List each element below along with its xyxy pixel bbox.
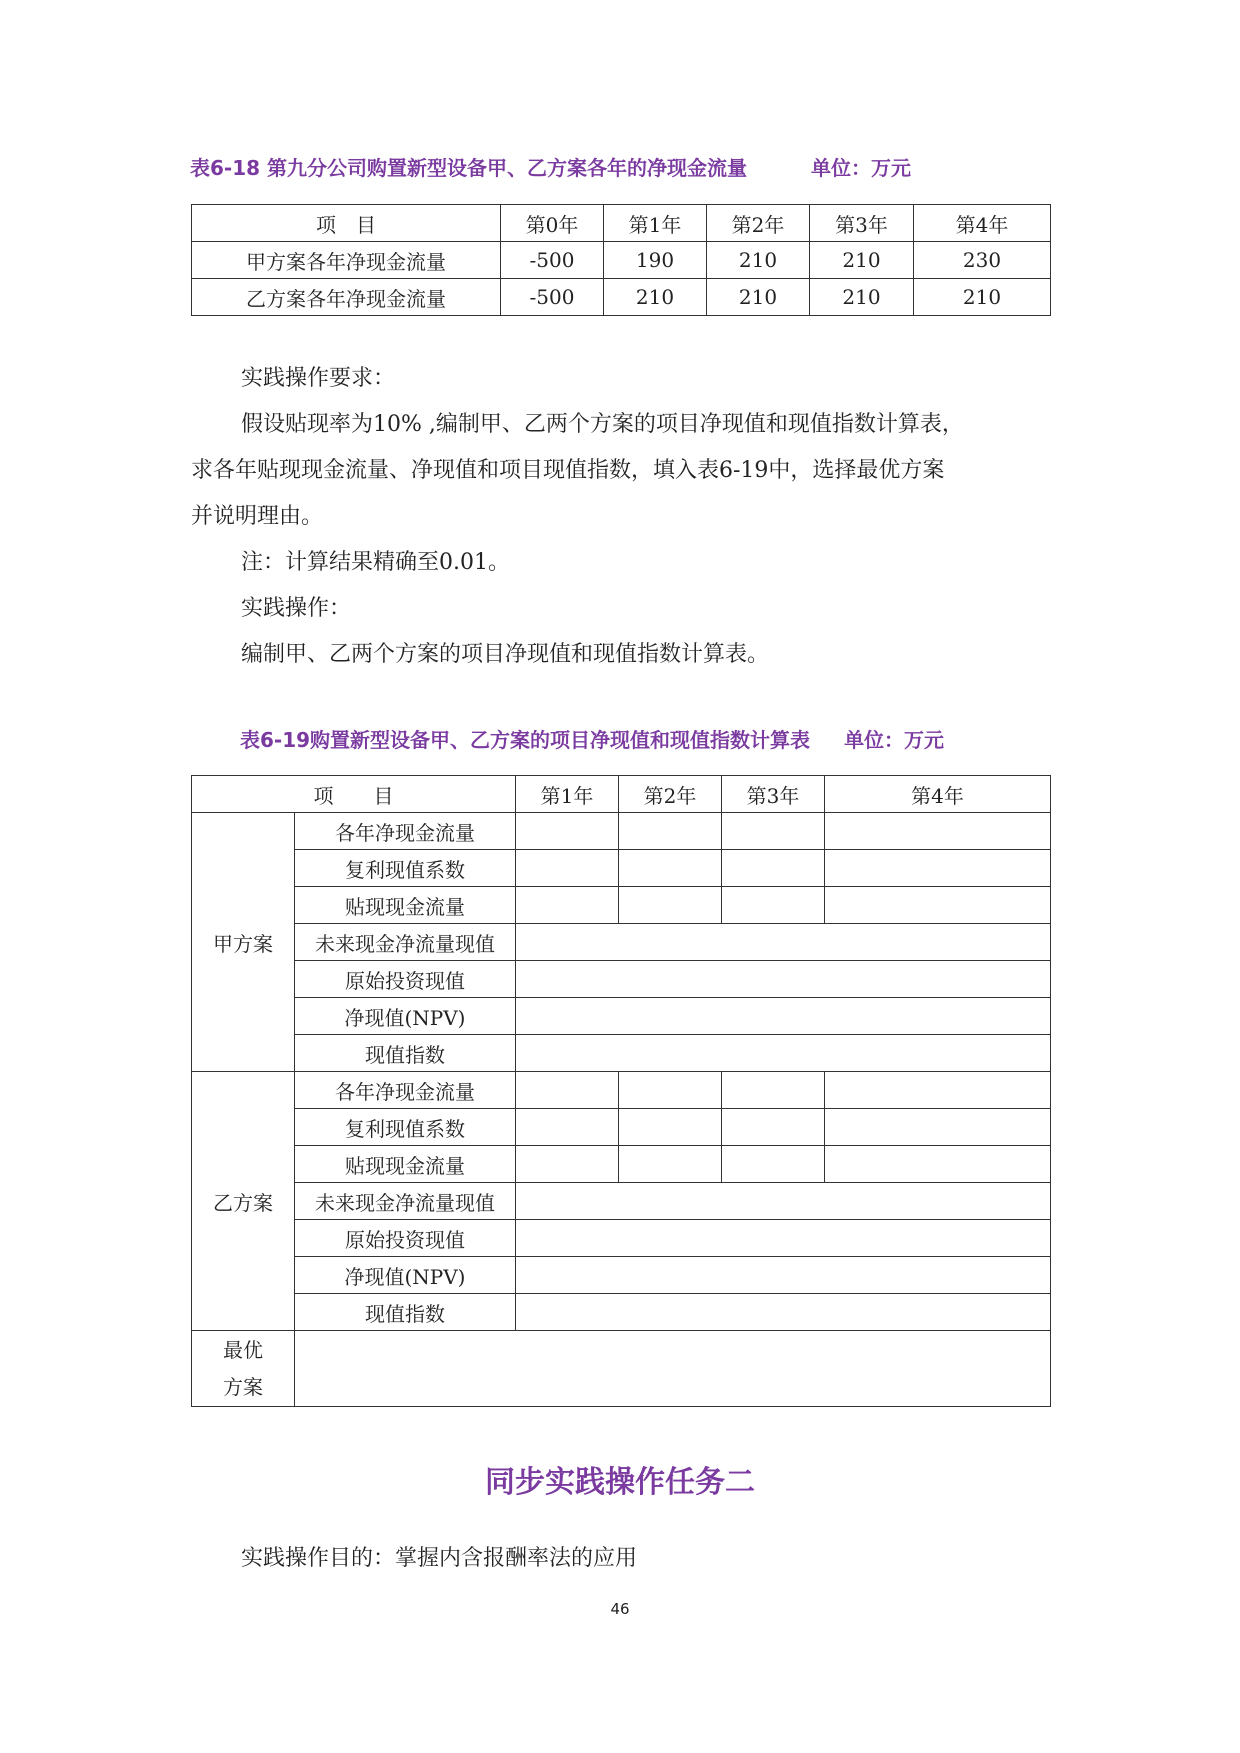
table-6-19-unit: 单位：万元 — [844, 728, 945, 752]
empty-cell — [516, 924, 1051, 961]
table-6-19-caption — [240, 724, 1040, 753]
header-item: 项 目 — [192, 776, 516, 813]
header-year-2: 第2年 — [707, 205, 810, 242]
practice-purpose: 实践操作目的：掌握内含报酬率法的应用 — [241, 1546, 638, 1571]
empty-cell — [516, 850, 619, 887]
cell-value: 230 — [914, 242, 1051, 279]
table-6-19 — [191, 775, 1051, 1407]
cell-value: 210 — [604, 279, 707, 316]
row-label: 贴现现金流量 — [295, 1146, 516, 1183]
empty-cell — [295, 1331, 1051, 1407]
table-row — [192, 1146, 1051, 1183]
requirements-heading: 实践操作要求： — [241, 366, 396, 391]
table-row — [192, 1257, 1051, 1294]
header-item: 项 目 — [192, 205, 501, 242]
best-plan-row — [192, 1331, 1051, 1407]
cell-value: 210 — [707, 242, 810, 279]
operation-heading: 实践操作： — [241, 596, 352, 621]
table-6-18 — [191, 204, 1051, 316]
empty-cell — [825, 850, 1051, 887]
empty-cell — [619, 1109, 722, 1146]
table-row — [192, 924, 1051, 961]
empty-cell — [722, 850, 825, 887]
row-label: 乙方案各年净现金流量 — [192, 279, 501, 316]
header-year-3: 第3年 — [810, 205, 914, 242]
empty-cell — [619, 887, 722, 924]
row-label: 贴现现金流量 — [295, 887, 516, 924]
section-2-body — [191, 1536, 1051, 1582]
row-label: 未来现金净流量现值 — [295, 1183, 516, 1220]
table-6-18-unit: 单位：万元 — [811, 156, 912, 180]
header-year-3: 第3年 — [722, 776, 825, 813]
empty-cell — [619, 1072, 722, 1109]
empty-cell — [516, 1294, 1051, 1331]
empty-cell — [722, 1146, 825, 1183]
empty-cell — [516, 1035, 1051, 1072]
table-row — [192, 1183, 1051, 1220]
precision-note: 注：计算结果精确至0.01。 — [241, 550, 510, 575]
empty-cell — [619, 850, 722, 887]
table-row — [192, 850, 1051, 887]
requirements-line-3: 并说明理由。 — [191, 504, 324, 529]
row-label: 净现值(NPV) — [295, 1257, 516, 1294]
table-row — [192, 998, 1051, 1035]
empty-cell — [722, 813, 825, 850]
practice-requirements — [191, 356, 1051, 678]
empty-cell — [825, 1109, 1051, 1146]
row-label: 原始投资现值 — [295, 1220, 516, 1257]
table-row — [192, 1035, 1051, 1072]
table-row — [192, 242, 1051, 279]
empty-cell — [825, 887, 1051, 924]
row-label: 各年净现金流量 — [295, 813, 516, 850]
empty-cell — [825, 1072, 1051, 1109]
empty-cell — [516, 1183, 1051, 1220]
best-plan-label — [192, 1331, 295, 1407]
header-year-0: 第0年 — [501, 205, 604, 242]
empty-cell — [722, 1109, 825, 1146]
empty-cell — [722, 887, 825, 924]
table-row — [192, 887, 1051, 924]
empty-cell — [516, 961, 1051, 998]
empty-cell — [516, 887, 619, 924]
requirements-line-1: 假设贴现率为10% ,编制甲、乙两个方案的项目净现值和现值指数计算表， — [241, 412, 964, 437]
empty-cell — [516, 1146, 619, 1183]
best-plan-label-line-1: 最优 — [223, 1337, 263, 1362]
row-label: 复利现值系数 — [295, 1109, 516, 1146]
row-label: 各年净现金流量 — [295, 1072, 516, 1109]
empty-cell — [516, 998, 1051, 1035]
table-row — [192, 961, 1051, 998]
empty-cell — [516, 1220, 1051, 1257]
table-6-18-title: 表6-18 第九分公司购置新型设备甲、乙方案各年的净现金流量 — [190, 156, 748, 180]
row-label: 现值指数 — [295, 1294, 516, 1331]
table-header-row — [192, 205, 1051, 242]
header-year-1: 第1年 — [604, 205, 707, 242]
section-title: 同步实践操作任务二 — [485, 1465, 755, 1500]
row-label: 未来现金净流量现值 — [295, 924, 516, 961]
best-plan-label-line-2: 方案 — [223, 1374, 263, 1399]
row-label: 原始投资现值 — [295, 961, 516, 998]
empty-cell — [722, 1072, 825, 1109]
cell-value: 210 — [707, 279, 810, 316]
header-year-2: 第2年 — [619, 776, 722, 813]
empty-cell — [516, 1257, 1051, 1294]
empty-cell — [516, 1072, 619, 1109]
table-row — [192, 1220, 1051, 1257]
cell-value: 210 — [810, 279, 914, 316]
empty-cell — [619, 813, 722, 850]
plan-b-label: 乙方案 — [192, 1072, 295, 1331]
header-year-4: 第4年 — [825, 776, 1051, 813]
empty-cell — [825, 813, 1051, 850]
row-label: 现值指数 — [295, 1035, 516, 1072]
cell-value: 210 — [810, 242, 914, 279]
operation-text: 编制甲、乙两个方案的项目净现值和现值指数计算表。 — [241, 642, 770, 667]
empty-cell — [516, 813, 619, 850]
header-year-4: 第4年 — [914, 205, 1051, 242]
table-row — [192, 1294, 1051, 1331]
empty-cell — [516, 1109, 619, 1146]
cell-value: -500 — [501, 279, 604, 316]
row-label: 复利现值系数 — [295, 850, 516, 887]
table-6-18-caption — [190, 152, 1050, 181]
table-6-19-title: 表6-19购置新型设备甲、乙方案的项目净现值和现值指数计算表 — [240, 728, 811, 752]
table-row — [192, 813, 1051, 850]
cell-value: 210 — [914, 279, 1051, 316]
table-row — [192, 279, 1051, 316]
header-year-1: 第1年 — [516, 776, 619, 813]
page-number: 46 — [610, 1600, 630, 1618]
table-row — [192, 1072, 1051, 1109]
plan-a-label: 甲方案 — [192, 813, 295, 1072]
row-label: 甲方案各年净现金流量 — [192, 242, 501, 279]
empty-cell — [825, 1146, 1051, 1183]
requirements-line-2: 求各年贴现现金流量、净现值和项目现值指数，填入表6-19中，选择最优方案 — [191, 458, 945, 483]
table-row — [192, 1109, 1051, 1146]
empty-cell — [619, 1146, 722, 1183]
cell-value: 190 — [604, 242, 707, 279]
row-label: 净现值(NPV) — [295, 998, 516, 1035]
cell-value: -500 — [501, 242, 604, 279]
table-header-row — [192, 776, 1051, 813]
